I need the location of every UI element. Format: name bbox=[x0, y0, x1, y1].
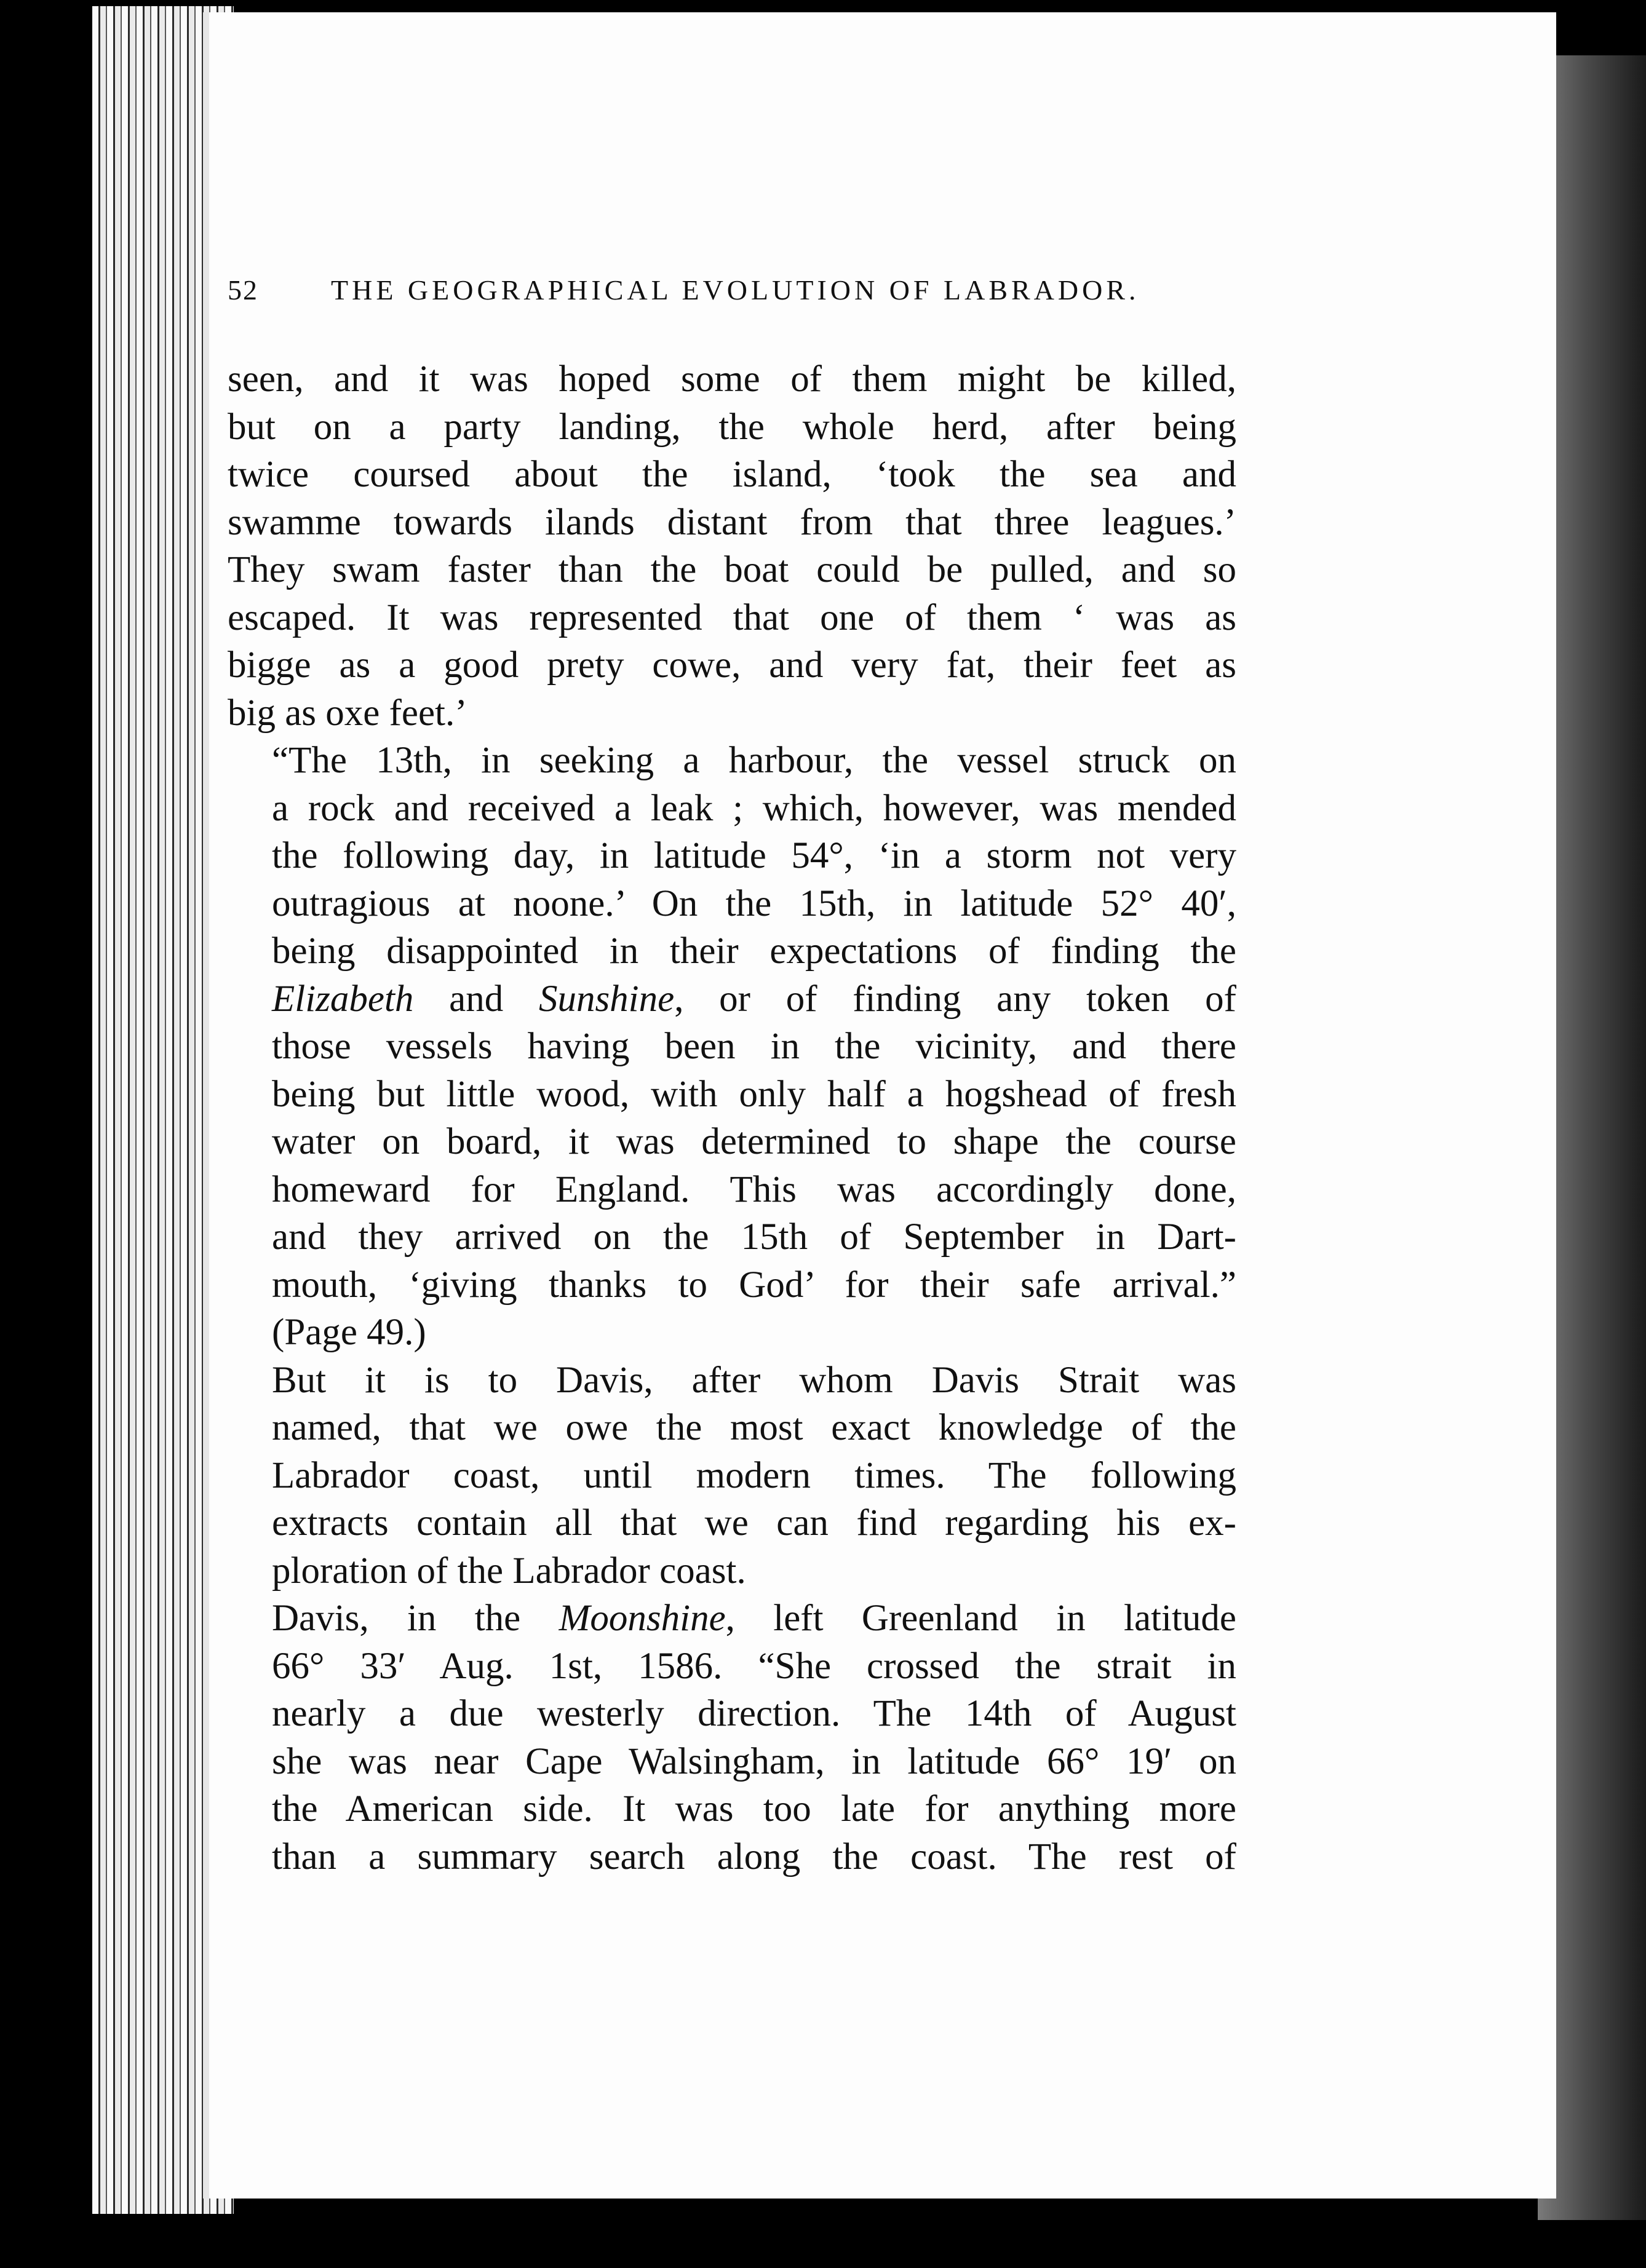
text-line: the American side. It was too late for anything more bbox=[272, 1788, 1236, 1830]
text-line: 66° 33′ Aug. 1st, 1586. “She crossed the strait in bbox=[272, 1645, 1236, 1687]
text-line: mouth, ‘giving thanks to God’ for their safe arrival.” bbox=[272, 1264, 1236, 1306]
text-line: They swam faster than the boat could be pulled, and so bbox=[228, 549, 1236, 590]
text-line: seen, and it was hoped some of them might be killed, bbox=[228, 359, 1236, 400]
text-line: being but little wood, with only half a hogshead of fresh bbox=[272, 1073, 1236, 1115]
text-line: ploration of the Labrador coast. bbox=[272, 1550, 746, 1592]
text-line: homeward for England. This was accordingly done, bbox=[272, 1168, 1236, 1210]
text-line: twice coursed about the island, ‘took the sea and bbox=[228, 454, 1236, 495]
text-run: , or of finding any token of bbox=[674, 978, 1237, 1020]
text-line: a rock and received a leak ; which, however, was mended bbox=[272, 787, 1236, 829]
paragraph bbox=[228, 1595, 1236, 1881]
text-line: “The 13th, in seeking a harbour, the vessel struck on bbox=[272, 740, 1236, 781]
ship-name-italic: Sunshine bbox=[538, 978, 675, 1020]
paragraph bbox=[228, 355, 1236, 737]
text-run: , left Greenland in latitude bbox=[725, 1598, 1236, 1639]
running-header bbox=[228, 274, 1335, 317]
paragraph bbox=[228, 1357, 1236, 1595]
text-line bbox=[228, 1595, 1236, 1643]
ship-name-italic: Elizabeth bbox=[272, 978, 414, 1020]
text-line: she was near Cape Walsingham, in latitude 66° 19′ on bbox=[272, 1740, 1236, 1782]
text-line: extracts contain all that we can find regarding his ex- bbox=[272, 1502, 1236, 1544]
text-line: big as oxe feet.’ bbox=[228, 692, 467, 734]
paragraph bbox=[228, 737, 1236, 1357]
body-text bbox=[228, 355, 1236, 1881]
text-line: being disappointed in their expectations of finding the bbox=[272, 930, 1236, 972]
ship-name-italic: Moonshine bbox=[559, 1598, 726, 1639]
text-line: named, that we owe the most exact knowledge of the bbox=[272, 1407, 1236, 1448]
text-line: than a summary search along the coast. The rest of bbox=[272, 1836, 1236, 1877]
text-line: escaped. It was represented that one of them ‘ was as bbox=[228, 597, 1236, 638]
text-line: bigge as a good prety cowe, and very fat, their feet as bbox=[228, 644, 1236, 686]
text-line: the following day, in latitude 54°, ‘in a storm not very bbox=[272, 835, 1236, 876]
running-title: THE GEOGRAPHICAL EVOLUTION OF LABRADOR. bbox=[331, 274, 1140, 306]
text-line: but on a party landing, the whole herd, after being bbox=[228, 406, 1236, 448]
text-line: nearly a due westerly direction. The 14th of August bbox=[272, 1693, 1236, 1734]
text-line: outragious at noone.’ On the 15th, in latitude 52° 40′, bbox=[272, 882, 1236, 924]
text-line: swamme towards ilands distant from that three leagues.’ bbox=[228, 501, 1236, 543]
text-line: (Page 49.) bbox=[272, 1312, 426, 1353]
text-line: water on board, it was determined to shape the course bbox=[272, 1121, 1236, 1162]
text-line: But it is to Davis, after whom Davis Strait was bbox=[272, 1359, 1236, 1401]
text-run: and bbox=[413, 978, 539, 1020]
page-number: 52 bbox=[228, 274, 258, 306]
text-line: Labrador coast, until modern times. The following bbox=[272, 1454, 1236, 1496]
text-line bbox=[228, 975, 1236, 1023]
text-run: Davis, in the bbox=[272, 1598, 559, 1639]
text-line: those vessels having been in the vicinity, and there bbox=[272, 1026, 1236, 1067]
text-line: and they arrived on the 15th of September in Dart- bbox=[272, 1216, 1236, 1258]
